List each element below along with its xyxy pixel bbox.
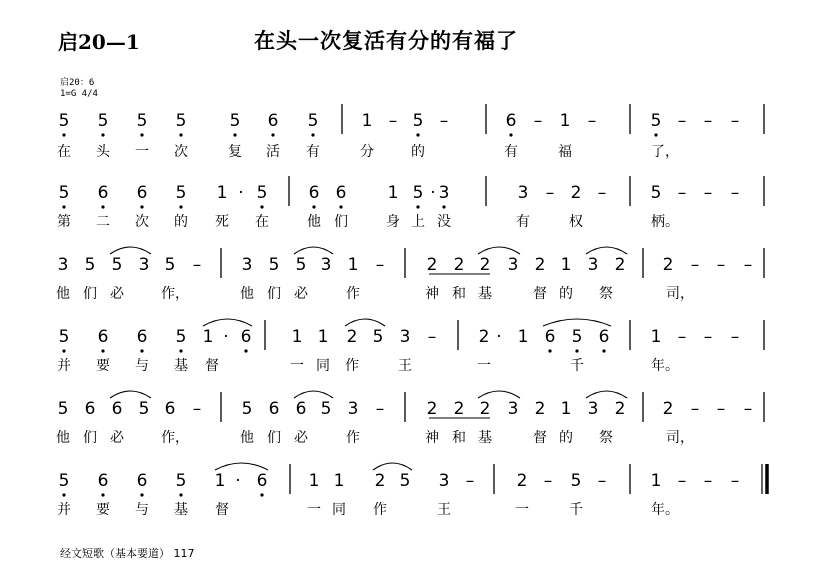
lyric-char: 头 [96,144,110,160]
lyric-char: 在 [255,214,269,230]
note: 6 [84,399,96,419]
lyric-char: 的 [559,286,573,302]
low-octave-dot [179,205,182,208]
lyric-char: 的 [411,144,425,160]
note: 2 [570,183,582,203]
lyric-char: 一 [290,358,304,374]
note: 1 [361,111,373,131]
slur [543,319,611,326]
lyric-char: 作 [346,430,360,446]
note: 5 [295,255,307,275]
note: 1 [650,327,662,347]
lyric-char: 与 [135,358,149,374]
note: 5 [58,183,70,203]
note: 1 [517,327,529,347]
lyric-char: 了， [651,144,679,160]
lyric-char: 必 [110,430,124,446]
note: – [192,255,202,275]
note: 2 [614,399,626,419]
slur [294,391,333,398]
note: – [677,183,687,203]
lyric-char: 死 [215,214,229,230]
note: – [677,471,687,491]
low-octave-dot [179,133,182,136]
low-octave-dot [233,133,236,136]
lyric-char: 第 [57,214,71,230]
note: 6 [240,327,252,347]
lyric-char: 复 [228,144,242,160]
note: 6 [295,399,307,419]
low-octave-dot [140,349,143,352]
low-octave-dot [101,493,104,496]
note: 6 [97,183,109,203]
lyric-char: 和 [452,286,466,302]
note: · [496,327,502,347]
note: – [375,399,385,419]
slur [294,247,333,254]
note: 5 [399,471,411,491]
note: 2 [662,255,674,275]
note: 2 [426,399,438,419]
note: – [703,471,713,491]
low-octave-dot [101,205,104,208]
low-octave-dot [260,205,263,208]
note: – [743,399,753,419]
lyric-char: 二 [96,214,110,230]
low-octave-dot [442,205,445,208]
note: 2 [478,327,490,347]
note: 5 [412,183,424,203]
lyric-char: 督 [215,502,229,518]
note: 1 [291,327,303,347]
lyric-char: 基 [478,286,492,302]
note: 5 [58,111,70,131]
note: 5 [175,471,187,491]
lyric-char: 千 [570,358,584,374]
lyric-char: 并 [57,502,71,518]
note: 3 [347,399,359,419]
note: 3 [587,255,599,275]
note: – [703,111,713,131]
note: – [465,471,475,491]
lyric-char: 基 [174,358,188,374]
lyric-char: 权 [569,214,583,230]
note: 1 [559,111,571,131]
note: – [545,183,555,203]
note: 2 [374,471,386,491]
lyric-char: 作， [161,430,189,446]
lyric-char: 一 [135,144,149,160]
lyric-char: 要 [96,358,110,374]
note: – [703,183,713,203]
lyric-char: 柄。 [651,214,679,230]
lyric-char: 千 [569,502,583,518]
note: 1 [202,327,214,347]
low-octave-dot [509,133,512,136]
low-octave-dot [260,493,263,496]
lyric-char: 王 [398,358,412,374]
note: 5 [138,399,150,419]
note: 6 [136,471,148,491]
note: 5 [136,111,148,131]
lyric-char: 他 [56,430,70,446]
note: 6 [268,399,280,419]
lyric-char: 他 [240,430,254,446]
note: – [439,111,449,131]
note: – [730,327,740,347]
lyric-char: 一 [307,502,321,518]
lyric-char: 要 [96,502,110,518]
note: 2 [534,399,546,419]
note: – [533,111,543,131]
lyric-char: 一 [477,358,491,374]
note: – [587,111,597,131]
book-footer: 经文短歌（基本要道） 117 [60,547,195,560]
note: 2 [453,255,465,275]
note: 6 [164,399,176,419]
note: 1 [560,255,572,275]
slur [203,319,252,326]
lyric-char: 活 [266,144,280,160]
note: 2 [453,399,465,419]
lyric-char: 一 [515,502,529,518]
lyric-char: 和 [452,430,466,446]
lyric-char: 作 [346,286,360,302]
note: · [223,327,229,347]
lyric-char: 们 [83,430,97,446]
low-octave-dot [179,493,182,496]
lyric-char: 司， [666,286,694,302]
low-octave-dot [62,349,65,352]
note: 3 [138,255,150,275]
note: 2 [516,471,528,491]
note: 5 [164,255,176,275]
lyric-char: 督 [205,358,219,374]
note: 5 [570,471,582,491]
note: 5 [175,111,187,131]
note: 1 [308,471,320,491]
note: 5 [57,399,69,419]
note: 6 [335,183,347,203]
note: 5 [241,399,253,419]
low-octave-dot [62,133,65,136]
lyric-char: 祭 [599,430,613,446]
note: · [238,183,244,203]
song-title: 在头一次复活有分的有福了 [254,28,518,53]
slur [373,463,412,470]
note: 5 [268,255,280,275]
low-octave-dot [101,133,104,136]
note: 3 [587,399,599,419]
note: 3 [320,255,332,275]
note: – [388,111,398,131]
lyric-char: 有 [504,144,518,160]
lyric-char: 没 [437,214,451,230]
note: 5 [58,327,70,347]
note: – [597,471,607,491]
note: – [597,183,607,203]
note: 3 [241,255,253,275]
slur [586,391,627,398]
note: 3 [517,183,529,203]
lyric-char: 同 [332,502,346,518]
lyric-char: 次 [135,214,149,230]
lyric-char: 司， [666,430,694,446]
lyric-char: 们 [334,214,348,230]
note: – [543,471,553,491]
note: – [730,111,740,131]
slur [478,247,520,254]
lyric-char: 他 [307,214,321,230]
note: 2 [426,255,438,275]
low-octave-dot [62,205,65,208]
lyric-char: 年。 [651,358,679,374]
lyric-char: 们 [267,286,281,302]
note: – [375,255,385,275]
note: – [743,255,753,275]
note: 1 [216,183,228,203]
low-octave-dot [271,133,274,136]
lyric-char: 基 [174,502,188,518]
lyric-char: 并 [57,358,71,374]
note: 3 [438,183,450,203]
note: 5 [256,183,268,203]
lyric-char: 必 [294,430,308,446]
note: 2 [479,255,491,275]
slur [110,247,151,254]
note: 5 [571,327,583,347]
low-octave-dot [654,133,657,136]
lyric-char: 督 [533,286,547,302]
lyric-char: 作， [161,286,189,302]
lyric-char: 分 [360,144,374,160]
note: 5 [84,255,96,275]
note: 5 [175,183,187,203]
note: – [677,327,687,347]
note: 6 [598,327,610,347]
note: 5 [650,111,662,131]
note: 3 [507,399,519,419]
note: 2 [662,399,674,419]
note: 3 [57,255,69,275]
note: – [427,327,437,347]
low-octave-dot [179,349,182,352]
lyric-char: 身 [386,214,400,230]
low-octave-dot [575,349,578,352]
low-octave-dot [311,133,314,136]
lyric-char: 们 [83,286,97,302]
note: 6 [97,471,109,491]
lyric-char: 祭 [599,286,613,302]
low-octave-dot [602,349,605,352]
note: 2 [534,255,546,275]
slur [110,391,151,398]
lyric-char: 次 [174,144,188,160]
lyric-char: 福 [558,144,572,160]
note: 1 [560,399,572,419]
note: 6 [308,183,320,203]
lyric-char: 的 [174,214,188,230]
note: 5 [372,327,384,347]
note: 1 [347,255,359,275]
note: – [730,471,740,491]
scripture-reference: 启20：6 [60,78,95,88]
lyric-char: 们 [267,430,281,446]
low-octave-dot [62,493,65,496]
slur [586,247,627,254]
note: 5 [229,111,241,131]
note: 5 [111,255,123,275]
low-octave-dot [416,205,419,208]
note: 1 [317,327,329,347]
slur [478,391,520,398]
lyric-char: 神 [425,286,439,302]
lyric-char: 上 [411,214,425,230]
note: 3 [438,471,450,491]
lyric-char: 督 [533,430,547,446]
note: – [716,255,726,275]
note: 3 [399,327,411,347]
lyric-char: 作 [345,358,359,374]
lyric-char: 必 [294,286,308,302]
note: 5 [650,183,662,203]
note: 5 [97,111,109,131]
lyric-char: 同 [316,358,330,374]
slur [215,463,268,470]
note: – [690,255,700,275]
note: – [730,183,740,203]
lyric-char: 在 [57,144,71,160]
low-octave-dot [140,205,143,208]
lyric-char: 有 [306,144,320,160]
low-octave-dot [101,349,104,352]
note: · [430,183,436,203]
note: · [235,471,241,491]
lyric-char: 有 [516,214,530,230]
note: 6 [136,183,148,203]
lyric-char: 必 [110,286,124,302]
note: – [690,399,700,419]
low-octave-dot [244,349,247,352]
note: 6 [256,471,268,491]
note: – [716,399,726,419]
low-octave-dot [548,349,551,352]
note: 6 [136,327,148,347]
note: 1 [650,471,662,491]
note: 2 [614,255,626,275]
note: 1 [387,183,399,203]
note: 5 [175,327,187,347]
lyric-char: 基 [478,430,492,446]
note: 1 [333,471,345,491]
note: – [703,327,713,347]
lyric-char: 作 [373,502,387,518]
lyric-char: 神 [425,430,439,446]
note: 5 [412,111,424,131]
lyric-char: 与 [135,502,149,518]
note: 5 [320,399,332,419]
note: – [677,111,687,131]
low-octave-dot [312,205,315,208]
low-octave-dot [140,493,143,496]
low-octave-dot [140,133,143,136]
lyric-char: 年。 [651,502,679,518]
note: 6 [505,111,517,131]
note: 6 [267,111,279,131]
note: 6 [544,327,556,347]
note: 5 [58,471,70,491]
lyric-char: 王 [437,502,451,518]
lyric-char: 他 [240,286,254,302]
note: 6 [97,327,109,347]
lyric-char: 他 [56,286,70,302]
note: 2 [346,327,358,347]
slur [345,319,385,326]
lyric-char: 的 [559,430,573,446]
low-octave-dot [339,205,342,208]
note: 1 [214,471,226,491]
key-signature: 1=G 4/4 [60,89,98,99]
note: 5 [307,111,319,131]
note: 6 [111,399,123,419]
song-number: 启20—1 [58,30,140,54]
low-octave-dot [416,133,419,136]
note: 2 [479,399,491,419]
note: – [192,399,202,419]
note: 3 [507,255,519,275]
